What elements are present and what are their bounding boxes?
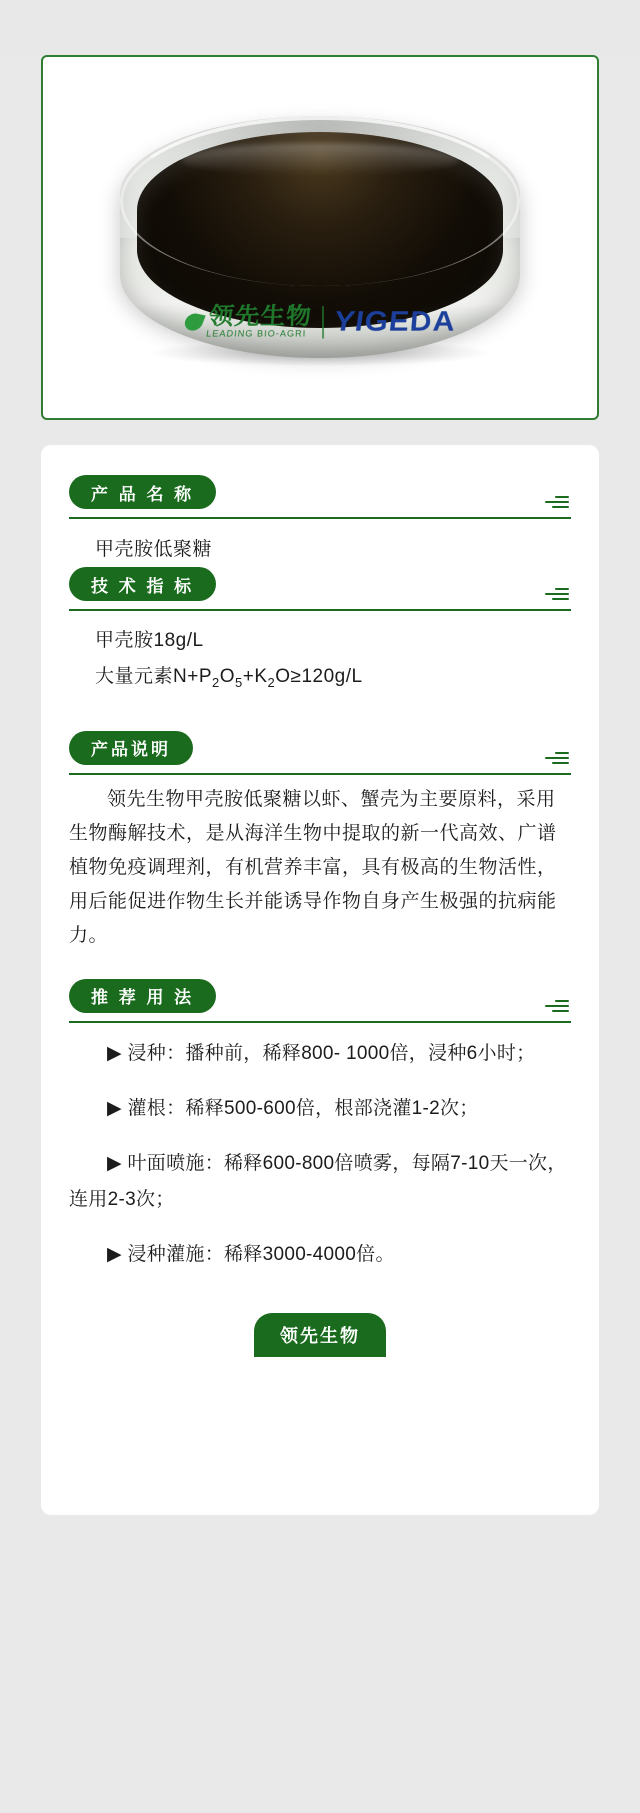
- section-tech-specs: [41, 567, 599, 701]
- section-rule: [69, 773, 571, 775]
- section-title-product-name: 产 品 名 称: [69, 475, 216, 509]
- section-recommended-usage: [41, 979, 599, 1273]
- section-product-description: [41, 731, 599, 953]
- spec-npk-sub3: 2: [267, 674, 276, 690]
- section-title-recommended-usage: 推 荐 用 法: [69, 979, 216, 1013]
- section-rule: [69, 517, 571, 519]
- usage-line-foliar-spray: ▶ 叶面喷施：稀释600-800倍喷雾，每隔7-10天一次，连用2-3次；: [69, 1152, 567, 1210]
- usage-line-soaking: ▶ 浸种：播种前，稀释800- 1000倍，浸种6小时；: [107, 1042, 536, 1064]
- dish-brand-strip: [149, 295, 492, 350]
- spec-npk-sub1: 2: [212, 674, 220, 690]
- brand-name-en: LEADING BIO-AGRI: [205, 327, 307, 338]
- spec-line-chitosan: 甲壳胺18g/L: [95, 630, 204, 651]
- section-title-product-description: 产品说明: [69, 731, 193, 765]
- section-rule: [69, 1021, 571, 1023]
- section-ornament-icon: [545, 752, 569, 767]
- product-name-value: 甲壳胺低聚糖: [95, 539, 213, 560]
- brand-divider: [322, 306, 324, 338]
- brand-mark-yigeda: YIGEDA: [333, 305, 458, 338]
- spec-npk-sub2: 5: [235, 674, 243, 690]
- spec-npk-c: +K: [242, 666, 268, 687]
- brand-text-group: [205, 304, 312, 339]
- leaf-icon: [182, 311, 206, 331]
- section-ornament-icon: [545, 496, 569, 511]
- product-description-text: 领先生物甲壳胺低聚糖以虾、蟹壳为主要原料，采用生物酶解技术，是从海洋生物中提取的新一代高效、广谱植物免疫调理剂，有机营养丰富，具有极高的生物活性，用后能促进作物生长并能诱导作物自身产生极强的抗病能力。: [69, 788, 557, 946]
- section-product-name: [41, 475, 599, 567]
- spec-npk-d: O≥120g/L: [275, 666, 363, 687]
- section-ornament-icon: [545, 1000, 569, 1015]
- spec-npk-a: 大量元素N+P: [95, 666, 212, 687]
- footer-brand-label: 领先生物: [254, 1313, 386, 1357]
- product-image-card: [41, 55, 599, 420]
- section-ornament-icon: [545, 588, 569, 603]
- petri-dish-illustration: [110, 88, 530, 388]
- footer-brand-bar: [41, 1311, 599, 1355]
- brand-lockup-left: [182, 304, 312, 339]
- spec-line-npk: [69, 659, 571, 701]
- section-header-product-name: [69, 475, 571, 513]
- product-info-card: [41, 445, 599, 1515]
- section-title-tech-specs: 技 术 指 标: [69, 567, 216, 601]
- spec-npk-b: O: [219, 666, 236, 687]
- section-header-tech-specs: [69, 567, 571, 605]
- product-detail-page: [0, 55, 640, 1813]
- section-header-recommended-usage: [69, 979, 571, 1017]
- brand-name-cn: 领先生物: [206, 302, 313, 329]
- section-header-product-description: [69, 731, 571, 769]
- usage-line-soak-irrigate: ▶ 浸种灌施：稀释3000-4000倍。: [107, 1243, 395, 1265]
- usage-line-root-irrigation: ▶ 灌根：稀释500-600倍，根部浇灌1-2次；: [107, 1097, 479, 1119]
- section-rule: [69, 609, 571, 611]
